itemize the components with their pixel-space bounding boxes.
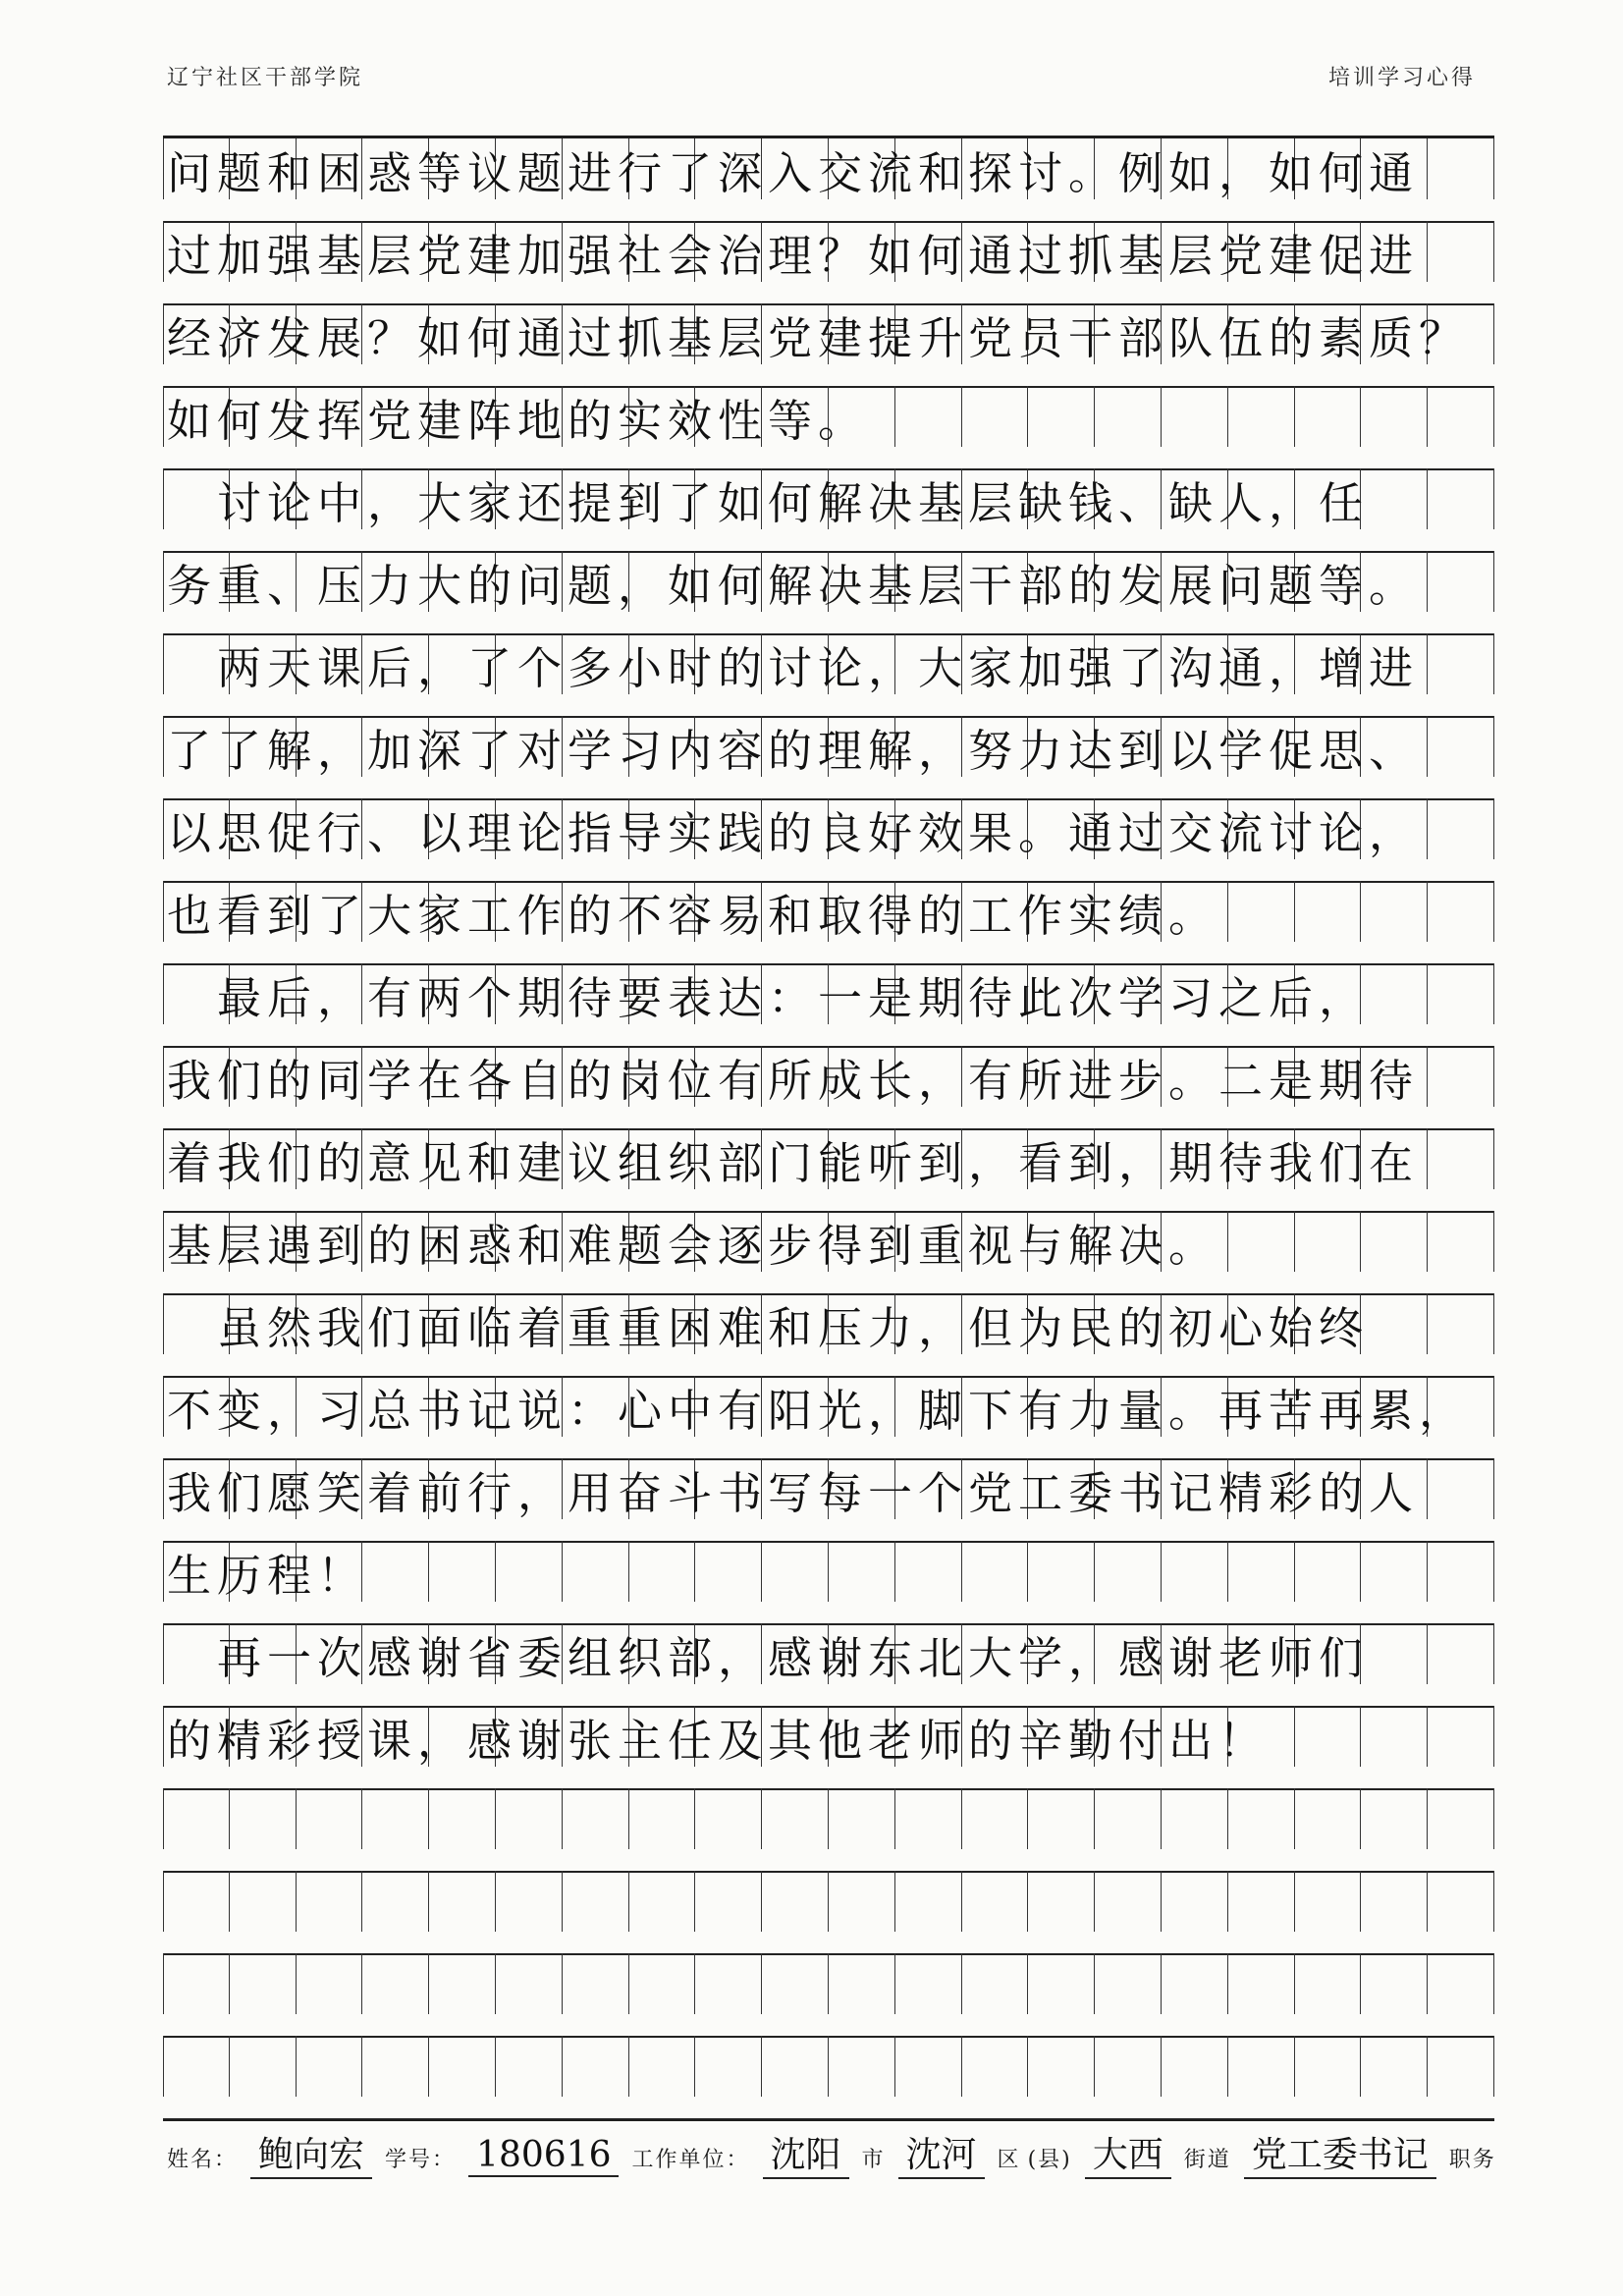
handwritten-line: 的精彩授课，感谢张主任及其他老师的辛勤付出！ [167, 1715, 1270, 1767]
handwritten-line: 最后，有两个期待要表达：一是期待此次学习之后， [167, 972, 1370, 1024]
institution-header: 辽宁社区干部学院 [167, 66, 364, 90]
handwritten-line: 再一次感谢省委组织部，感谢东北大学，感谢老师们 [167, 1632, 1370, 1684]
grid-row [163, 1211, 1494, 1295]
grid-row [163, 2036, 1494, 2120]
grid-row [163, 1953, 1494, 2038]
street-value: 大西 [1085, 2127, 1171, 2179]
grid-row [163, 633, 1494, 718]
grid-row [163, 1871, 1494, 1955]
handwritten-line: 两天课后，了个多小时的讨论，大家加强了沟通，增进 [167, 642, 1420, 694]
handwritten-line: 生历程！ [167, 1550, 368, 1602]
handwritten-line: 虽然我们面临着重重困难和压力，但为民的初心始终 [167, 1302, 1370, 1354]
handwritten-line: 如何发挥党建阵地的实效性等。 [167, 395, 869, 447]
grid-row [163, 881, 1494, 965]
grid-row [163, 1706, 1494, 1790]
id-value: 180616 [468, 2135, 619, 2177]
writing-grid [163, 136, 1494, 2121]
grid-row [163, 1376, 1494, 1460]
grid-row [163, 1046, 1494, 1130]
grid-row [163, 303, 1494, 388]
handwritten-line: 我们愿笑着前行，用奋斗书写每一个党工委书记精彩的人 [167, 1467, 1420, 1519]
handwritten-line: 不变，习总书记说：心中有阳光，脚下有力量。再苦再累， [167, 1385, 1470, 1437]
grid-row [163, 551, 1494, 635]
handwritten-line: 也看到了大家工作的不容易和取得的工作实绩。 [167, 890, 1219, 942]
handwritten-line [167, 1961, 1492, 2016]
handwritten-line [167, 1796, 1492, 1851]
handwritten-line: 问题和困惑等议题进行了深入交流和探讨。例如，如何通 [167, 147, 1420, 199]
handwritten-line [167, 2044, 1492, 2099]
handwritten-line: 我们的同学在各自的岗位有所成长，有所进步。二是期待 [167, 1055, 1420, 1107]
grid-row [163, 716, 1494, 800]
position-value: 党工委书记 [1244, 2127, 1436, 2179]
handwritten-line [167, 1879, 1492, 1934]
handwritten-line: 了了解，加深了对学习内容的理解，努力达到以学促思、 [167, 725, 1420, 777]
grid-row [163, 1788, 1494, 1873]
grid-row [163, 1458, 1494, 1543]
handwritten-line: 务重、压力大的问题，如何解决基层干部的发展问题等。 [167, 560, 1420, 612]
district-value: 沈河 [898, 2127, 985, 2179]
grid-row [163, 1623, 1494, 1708]
grid-row [163, 1293, 1494, 1378]
handwritten-line: 以思促行、以理论指导实践的良好效果。通过交流讨论， [167, 807, 1420, 859]
street-label: 街道 [1183, 2148, 1231, 2172]
grid-row [163, 386, 1494, 470]
grid-row [163, 1541, 1494, 1625]
grid-row [163, 1128, 1494, 1213]
district-label: 区 [997, 2148, 1021, 2172]
county-label: (县) [1027, 2148, 1072, 2172]
name-label: 姓名： [167, 2148, 239, 2172]
id-label: 学号： [385, 2148, 457, 2172]
grid-row [163, 221, 1494, 305]
unit-label: 工作单位： [631, 2148, 750, 2172]
handwritten-line: 经济发展？如何通过抓基层党建提升党员干部队伍的素质？ [167, 312, 1470, 364]
signature-footer [167, 2127, 1502, 2176]
name-value: 鲍向宏 [250, 2127, 372, 2179]
grid-row [163, 798, 1494, 883]
position-label: 职务 [1448, 2148, 1496, 2172]
city-value: 沈阳 [763, 2127, 849, 2179]
handwritten-line: 基层遇到的困惑和难题会逐步得到重视与解决。 [167, 1220, 1219, 1272]
handwritten-line: 过加强基层党建加强社会治理？如何通过抓基层党建促进 [167, 230, 1420, 282]
grid-row [163, 468, 1494, 553]
grid-row [163, 138, 1494, 223]
handwritten-line: 着我们的意见和建议组织部门能听到，看到，期待我们在 [167, 1137, 1420, 1189]
document-type-header: 培训学习心得 [1327, 66, 1476, 90]
handwritten-line: 讨论中，大家还提到了如何解决基层缺钱、缺人，任 [167, 477, 1370, 529]
city-label: 市 [861, 2148, 886, 2172]
grid-row [163, 963, 1494, 1048]
